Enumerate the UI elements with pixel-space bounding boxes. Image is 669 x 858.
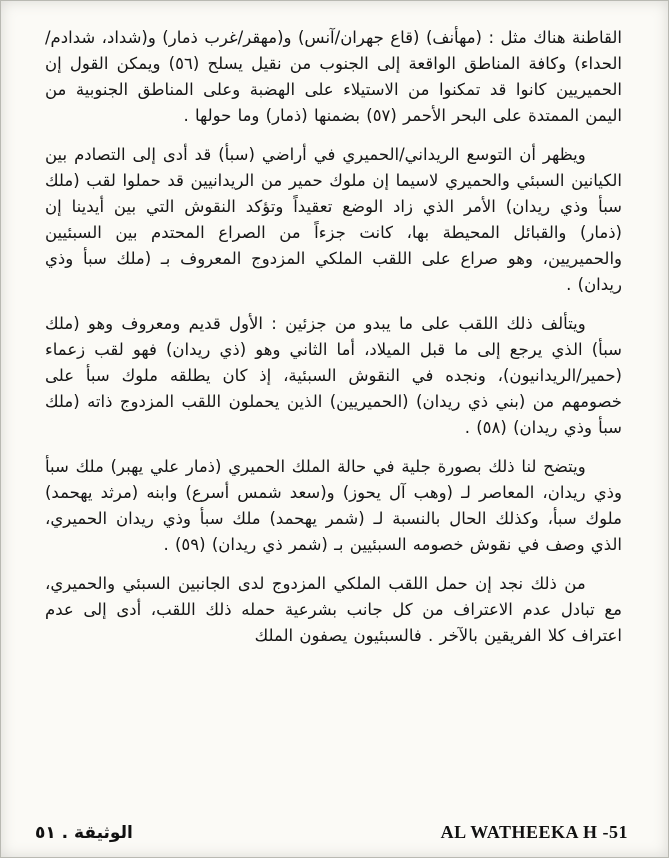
footer-arabic-document-label: الوثيقة . ٥١	[35, 823, 133, 843]
footer-latin-document-label: AL WATHEEKA H -51	[440, 822, 628, 842]
paragraph: ويتألف ذلك اللقب على ما يبدو من جزئين : الأول قديم ومعروف وهو (ملك سبأ) الذي يرجع إلى ما قبل الميلاد، أما الثاني وهو (ذي ريدان) فهو لقب زعماء (حمير/الريدانيون)، ونجده في النقوش السبئية، إذ كان يطلقه ملوك سبأ على خصومهم من (بني ذي ريدان) (الحميريين) الذين يحملون اللقب المزدوج ذاته (ملك سبأ وذي ريدان) (٥٨) .	[45, 314, 622, 437]
paragraph: القاطنة هناك مثل : (مهأنف) (قاع جهران/آنس) و(مهقر/غرب ذمار) و(شداد، شدادم/الحداء) وكافة المناطق الواقعة إلى الجنوب من نقيل يسلح (٥٦) ويمكن القول إن الحميريين كانوا قد تمكنوا من الاستيلاء على الهضبة وعلى المناطق الجنوبية من اليمن الممتدة على البحر الأحمر (٥٧) بضمنها (ذمار) وما حولها .	[45, 28, 622, 125]
page-footer	[1, 822, 668, 843]
paragraph: من ذلك نجد إن حمل اللقب الملكي المزدوج لدى الجانبين السبئي والحميري، مع تبادل عدم الاعتراف من كل جانب بشرعية حمله ذلك اللقب، أدى إلى عدم اعتراف كلا الفريقين بالآخر . فالسبئيون يصفون الملك	[45, 574, 622, 645]
page-body-text	[1, 1, 668, 649]
paragraph: ويتضح لنا ذلك بصورة جلية في حالة الملك الحميري (ذمار علي يهبر) ملك سبأ وذي ريدان، المعاصر لـ (وهب آل يحوز) و(سعد شمس أسرع) وابنه (مرثد يهحمد) ملوك سبأ، وكذلك الحال بالنسبة لـ (شمر يهحمد) ملك سبأ وذي ريدان الحميري، الذي وصف في نقوش خصومه السبئيين بـ (شمر ذي ريدان) (٥٩) .	[45, 457, 622, 554]
paragraph: ويظهر أن التوسع الريداني/الحميري في أراضي (سبأ) قد أدى إلى التصادم بين الكيانين السبئي والحميري لاسيما إن ملوك حمير من الريدانيين قد حملوا لقب (ملك سبأ وذي ريدان) الأمر الذي زاد الوضع تعقيداً وتؤكد النقوش التي بين أيدينا إن (ذمار) والقبائل المحيطة بها، كانت جزءاً من الصراع المحتدم بين السبئيين والحميريين، وهو صراع على اللقب الملكي المزدوج المعروف بـ (ملك سبأ وذي ريدان) .	[45, 145, 622, 294]
